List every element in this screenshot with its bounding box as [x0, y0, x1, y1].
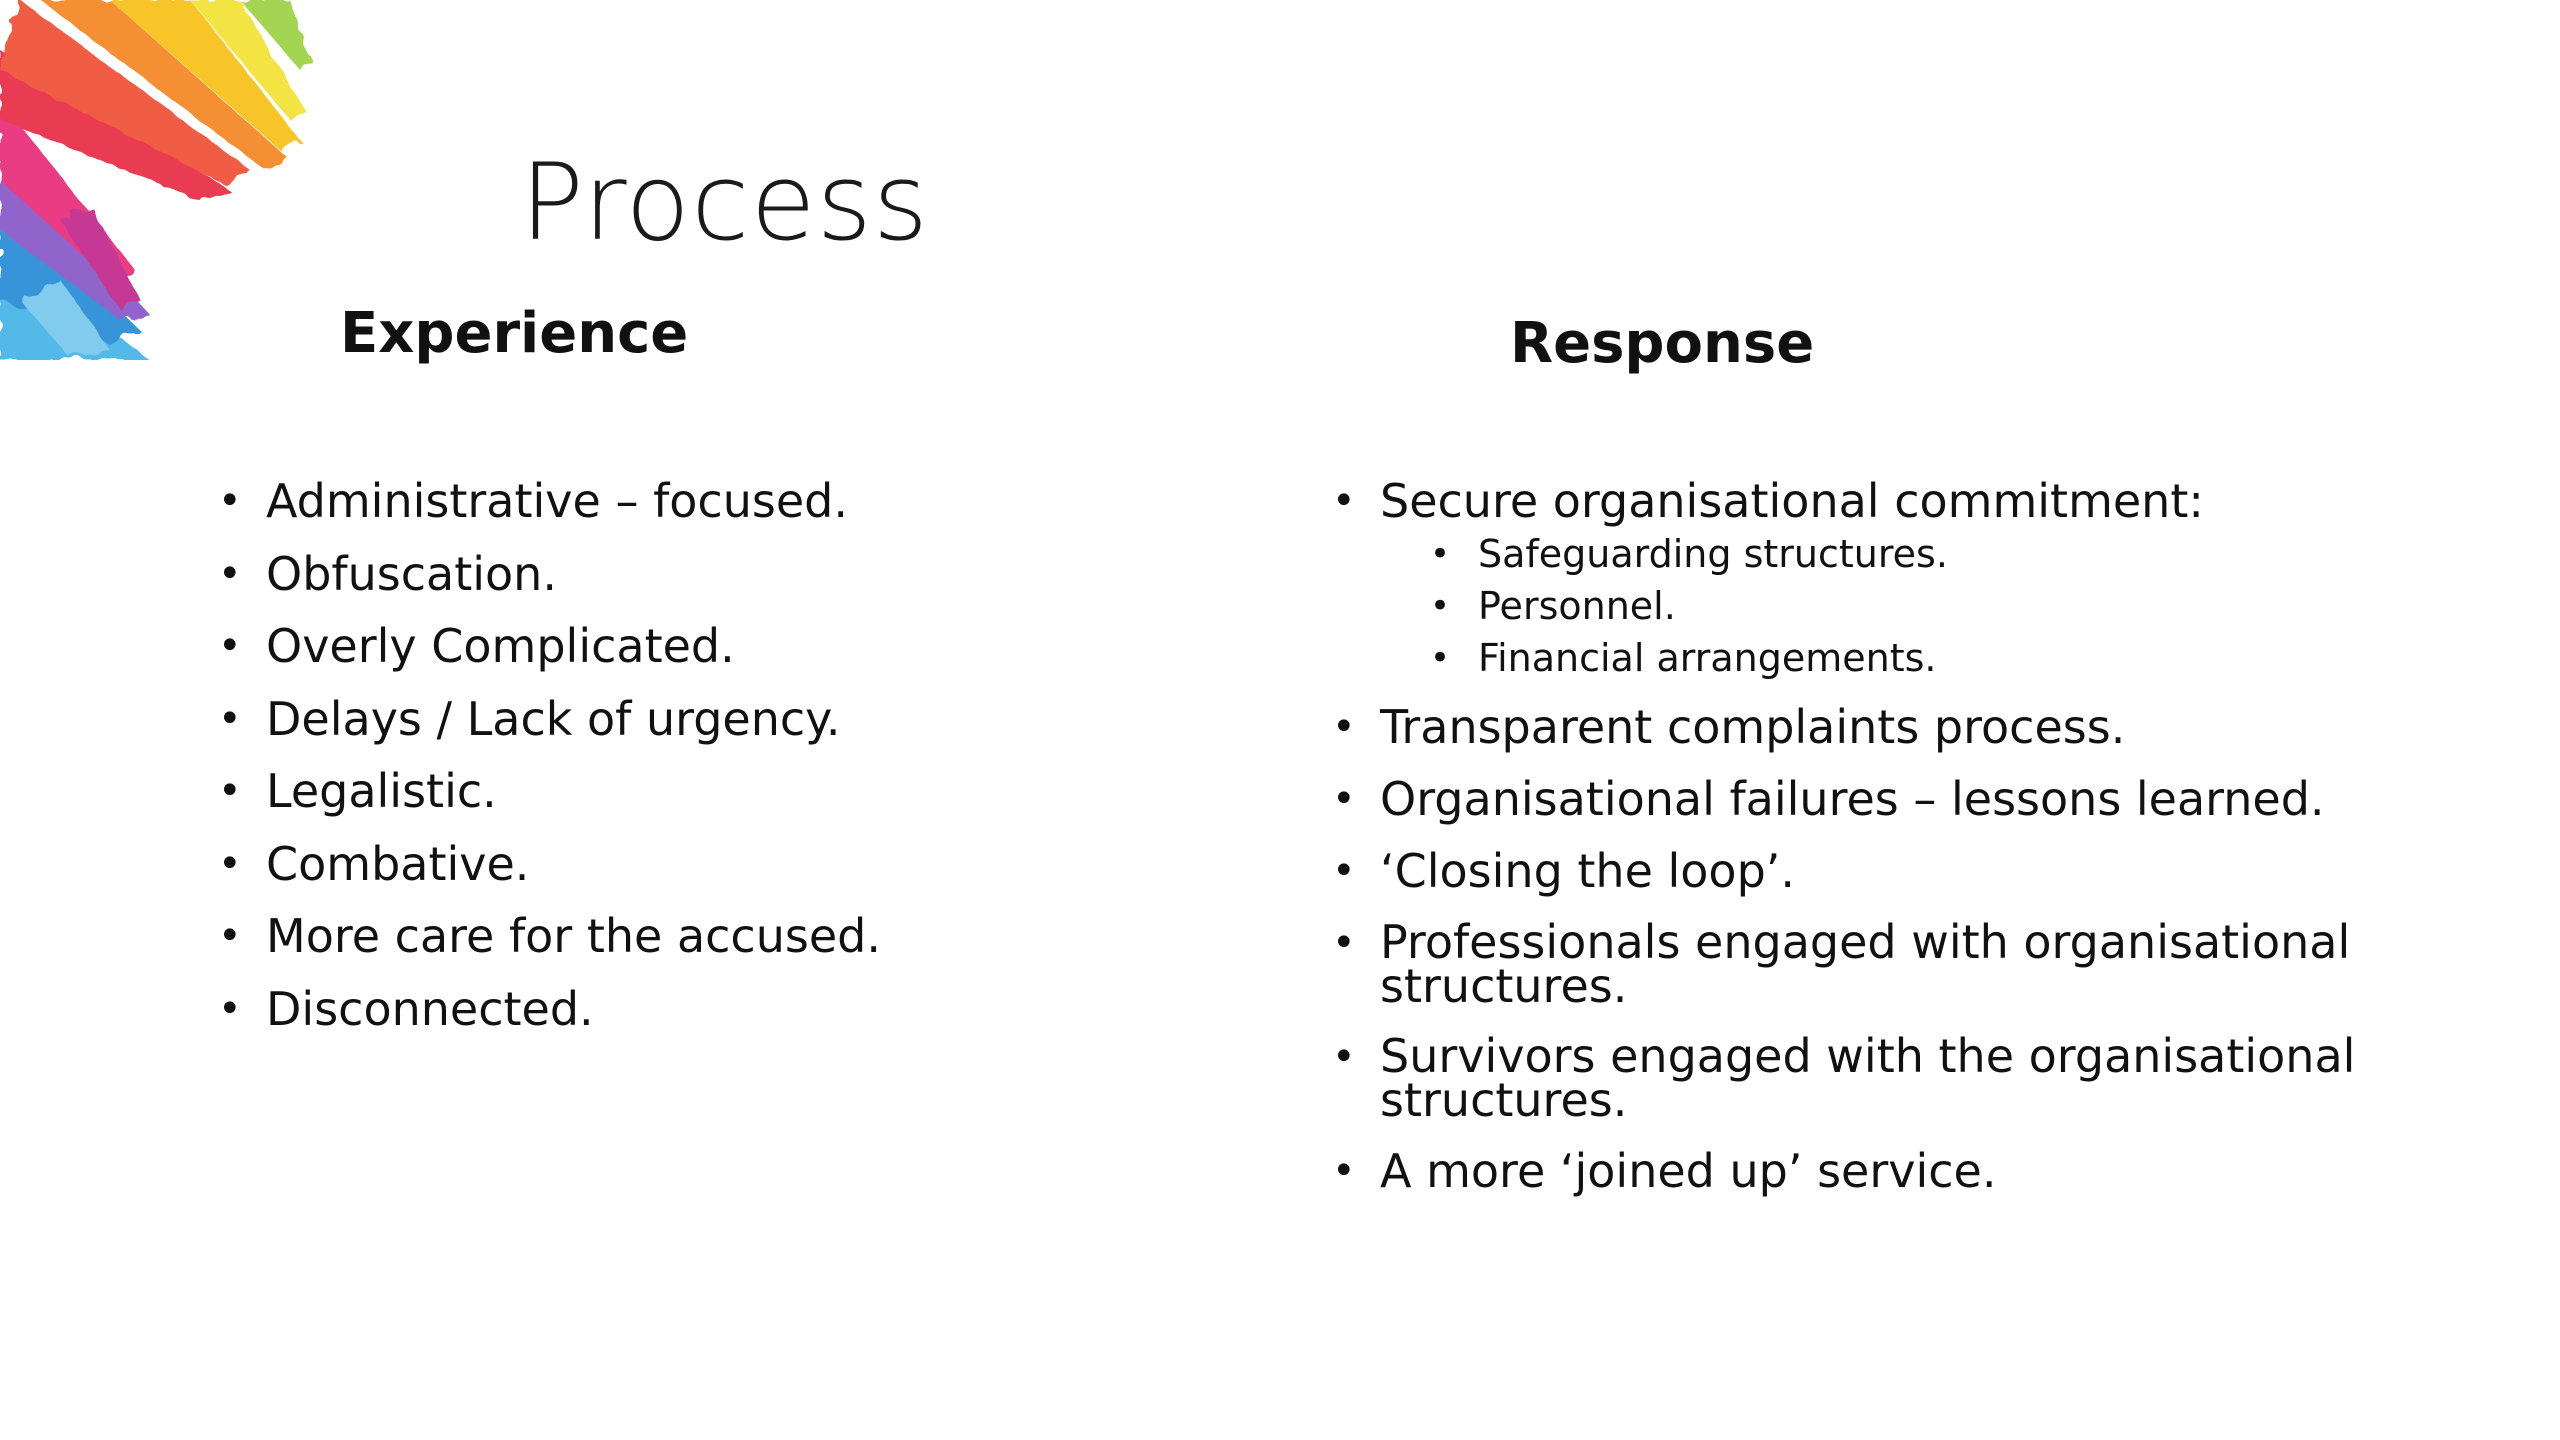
bullet-icon: • — [1332, 920, 1356, 966]
list-item — [1332, 474, 2382, 680]
list-item — [1332, 772, 2382, 826]
bullet-icon: • — [1332, 704, 1356, 750]
list-item-text: Disconnected. — [266, 981, 594, 1036]
bullet-icon: • — [218, 623, 242, 669]
experience-list — [218, 474, 1118, 1058]
list-item — [1332, 844, 2382, 898]
bullet-icon: • — [218, 913, 242, 959]
list-item-text: Survivors engaged with the organisational structures. — [1380, 1029, 2356, 1127]
bullet-icon: • — [218, 985, 242, 1032]
response-list — [1332, 474, 2382, 1220]
list-item-text: More care for the accused. — [266, 909, 881, 963]
list-item — [218, 836, 1118, 891]
bullet-icon: • — [1430, 586, 1451, 626]
list-item-text: Legalistic. — [266, 764, 497, 818]
bullet-icon: • — [218, 768, 242, 814]
bullet-icon: • — [1430, 534, 1451, 574]
sub-list-item — [1430, 638, 2382, 678]
slide-title: Process — [520, 141, 930, 264]
sub-list-item-text: Personnel. — [1478, 584, 1676, 628]
list-item — [218, 546, 1118, 601]
list-item — [218, 474, 1118, 528]
paint-splash-icon — [0, 0, 330, 360]
list-item — [1332, 1029, 2382, 1127]
list-item-text: Transparent complaints process. — [1380, 700, 2126, 754]
list-item — [1332, 1144, 2382, 1198]
experience-heading: Experience — [340, 301, 689, 366]
bullet-icon: • — [1332, 776, 1356, 822]
list-item-text: Combative. — [266, 836, 530, 891]
list-item — [1332, 915, 2382, 1013]
list-item — [218, 909, 1118, 963]
sub-list-item — [1430, 586, 2382, 626]
list-item — [218, 981, 1118, 1036]
bullet-icon: • — [1332, 478, 1356, 524]
list-item-text: Obfuscation. — [266, 546, 557, 601]
list-item-text: Professionals engaged with organisational structures. — [1380, 915, 2351, 1013]
list-item — [218, 764, 1118, 818]
list-item-text: Secure organisational commitment: — [1380, 474, 2204, 528]
list-item-text: ‘Closing the loop’. — [1380, 844, 1796, 898]
list-item-text: Overly Complicated. — [266, 619, 735, 673]
list-item-text: Administrative – focused. — [266, 474, 848, 528]
sub-list — [1380, 534, 2382, 678]
bullet-icon: • — [218, 695, 242, 742]
bullet-icon: • — [218, 550, 242, 597]
sub-list-item-text: Financial arrangements. — [1478, 636, 1937, 680]
list-item-text: A more ‘joined up’ service. — [1380, 1144, 1997, 1198]
list-item-text: Organisational failures – lessons learned. — [1380, 772, 2325, 826]
bullet-icon: • — [1430, 638, 1451, 678]
bullet-icon: • — [218, 840, 242, 887]
bullet-icon: • — [1332, 848, 1356, 894]
sub-list-item — [1430, 534, 2382, 574]
bullet-icon: • — [1332, 1034, 1356, 1080]
bullet-icon: • — [218, 478, 242, 524]
sub-list-item-text: Safeguarding structures. — [1478, 532, 1948, 576]
response-heading: Response — [1510, 311, 1815, 376]
list-item — [218, 619, 1118, 673]
list-item-text: Delays / Lack of urgency. — [266, 691, 841, 746]
list-item — [218, 691, 1118, 746]
list-item — [1332, 700, 2382, 754]
bullet-icon: • — [1332, 1148, 1356, 1194]
